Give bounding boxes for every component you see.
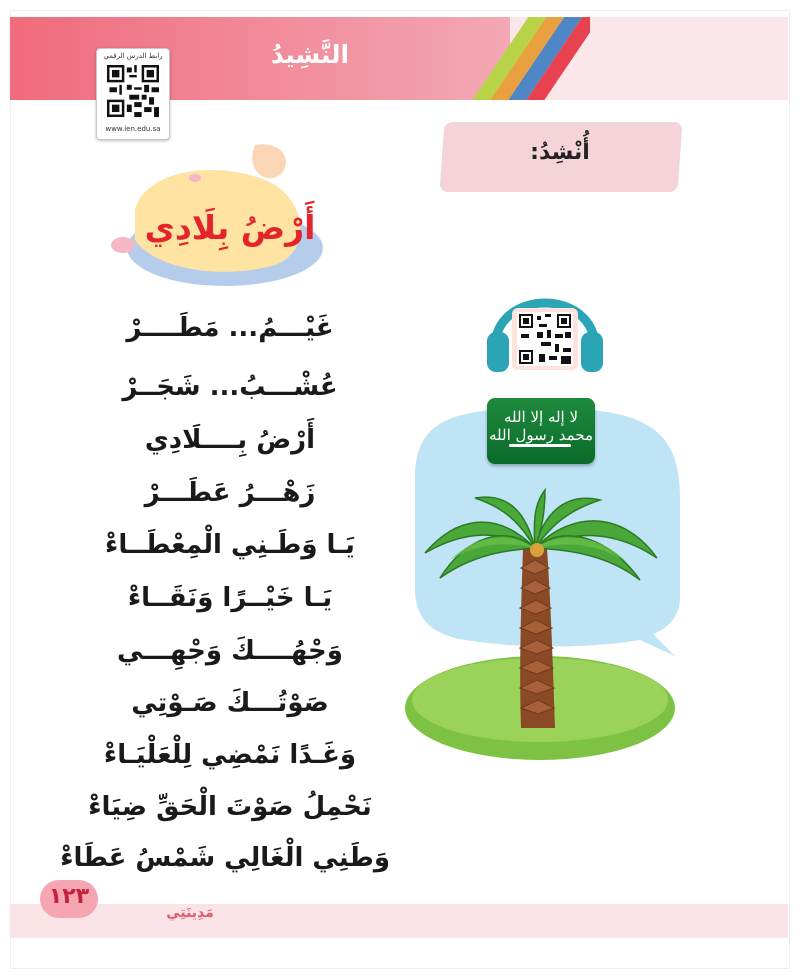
- headphones-icon: [487, 303, 603, 372]
- dates-cluster: [530, 543, 544, 557]
- illustration: [395, 268, 695, 788]
- flag-shahada: لا إله إلا الله محمد رسول الله: [488, 408, 593, 444]
- lesson-title: النَّشِيدُ: [270, 40, 350, 69]
- poem-verse: أَرْضُ بِــــلَادِي: [144, 425, 316, 455]
- poem-verse: عُشْـــبُ... شَجَــرْ: [122, 372, 338, 402]
- poem-verse: وَغَـدًا نَمْضِي لِلْعَلْيَـاءْ: [103, 740, 357, 770]
- poem-verse: يَـا خَيْــرًا وَنَقَــاءْ: [127, 583, 333, 613]
- poem-verse: زَهْـــرُ عَطَـــرْ: [144, 478, 316, 508]
- header-stripes: [470, 17, 590, 100]
- qr-code-icon[interactable]: [107, 65, 159, 117]
- poem-verse: يَـا وَطَـنِي الْمِعْطَــاءْ: [105, 530, 355, 560]
- poem-verse: نَحْمِلُ صَوْتَ الْحَقِّ ضِيَاءْ: [88, 792, 372, 822]
- poem-verse: وَطَنِي الْغَالِي شَمْسُ عَطَاءْ: [60, 843, 390, 873]
- qr-url: www.ien.edu.sa: [105, 125, 161, 133]
- unit-title: مَدِينَتِي: [166, 905, 214, 921]
- poem-verse: صَوْتُـــكَ صَـوْتِي: [131, 688, 329, 718]
- saudi-flag: [487, 398, 595, 464]
- poem-title: أَرْضُ بِلَادِي: [144, 208, 316, 247]
- poem-verse: غَيْـــمُ... مَطَــــرْ: [126, 313, 334, 343]
- digital-lesson-qr-card[interactable]: [96, 48, 170, 140]
- page-number: ١٢٣: [48, 884, 90, 909]
- flag-sword-icon: [509, 444, 571, 447]
- instruction-text: أُنْشِدُ:: [530, 140, 590, 165]
- qr-label: رابط الدرس الرقمي: [103, 52, 163, 60]
- footer-band: [10, 904, 788, 938]
- poem-verse: وَجْهُــــكَ وَجْهِـــي: [117, 636, 343, 666]
